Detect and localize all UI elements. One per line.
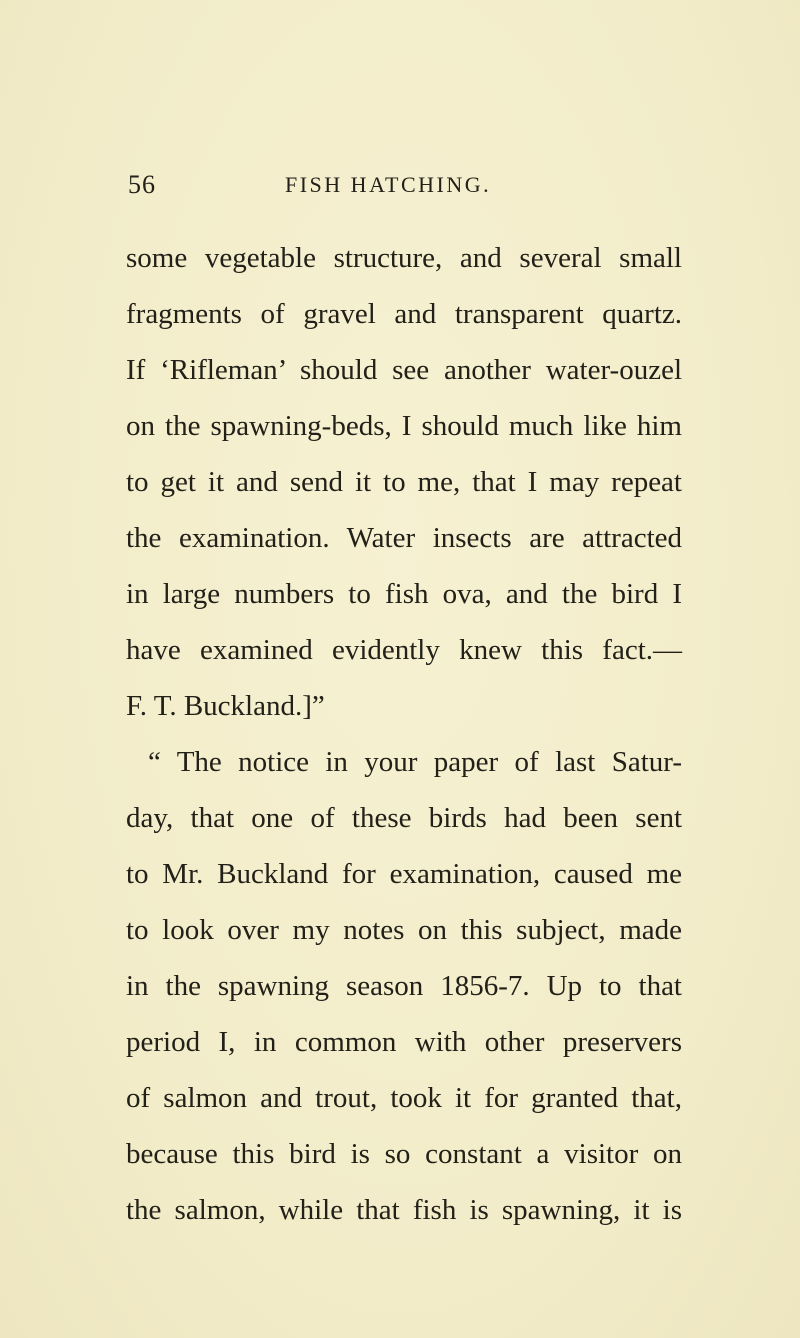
- page-number: 56: [128, 170, 156, 199]
- text-line: to get it and send it to me, that I may repeat: [126, 466, 682, 498]
- text-line: to Mr. Buckland for examination, caused me: [126, 858, 682, 890]
- text-line: the salmon, while that fish is spawning, it is: [126, 1194, 682, 1226]
- text-line: the examination. Water insects are attracted: [126, 522, 682, 554]
- text-line: fragments of gravel and transparent quartz.: [126, 298, 682, 330]
- text-line: on the spawning-beds, I should much like him: [126, 410, 682, 442]
- text-line: because this bird is so constant a visitor on: [126, 1138, 682, 1170]
- text-line: If ‘Rifleman’ should see another water-ouzel: [126, 354, 682, 386]
- running-head: FISH HATCHING.: [285, 172, 492, 197]
- text-line: period I, in common with other preservers: [126, 1026, 682, 1058]
- text-line: of salmon and trout, took it for granted that,: [126, 1082, 682, 1114]
- text-line: day, that one of these birds had been sent: [126, 802, 682, 834]
- text-line: have examined evidently knew this fact.—: [126, 634, 682, 666]
- text-line: in large numbers to fish ova, and the bird I: [126, 578, 682, 610]
- text-line: in the spawning season 1856-7. Up to that: [126, 970, 682, 1002]
- text-line: some vegetable structure, and several small: [126, 242, 682, 274]
- text-line: “ The notice in your paper of last Satur-: [148, 746, 682, 778]
- text-line-signature: F. T. Buckland.]”: [126, 690, 325, 722]
- text-line: to look over my notes on this subject, made: [126, 914, 682, 946]
- page-header: [0, 170, 800, 210]
